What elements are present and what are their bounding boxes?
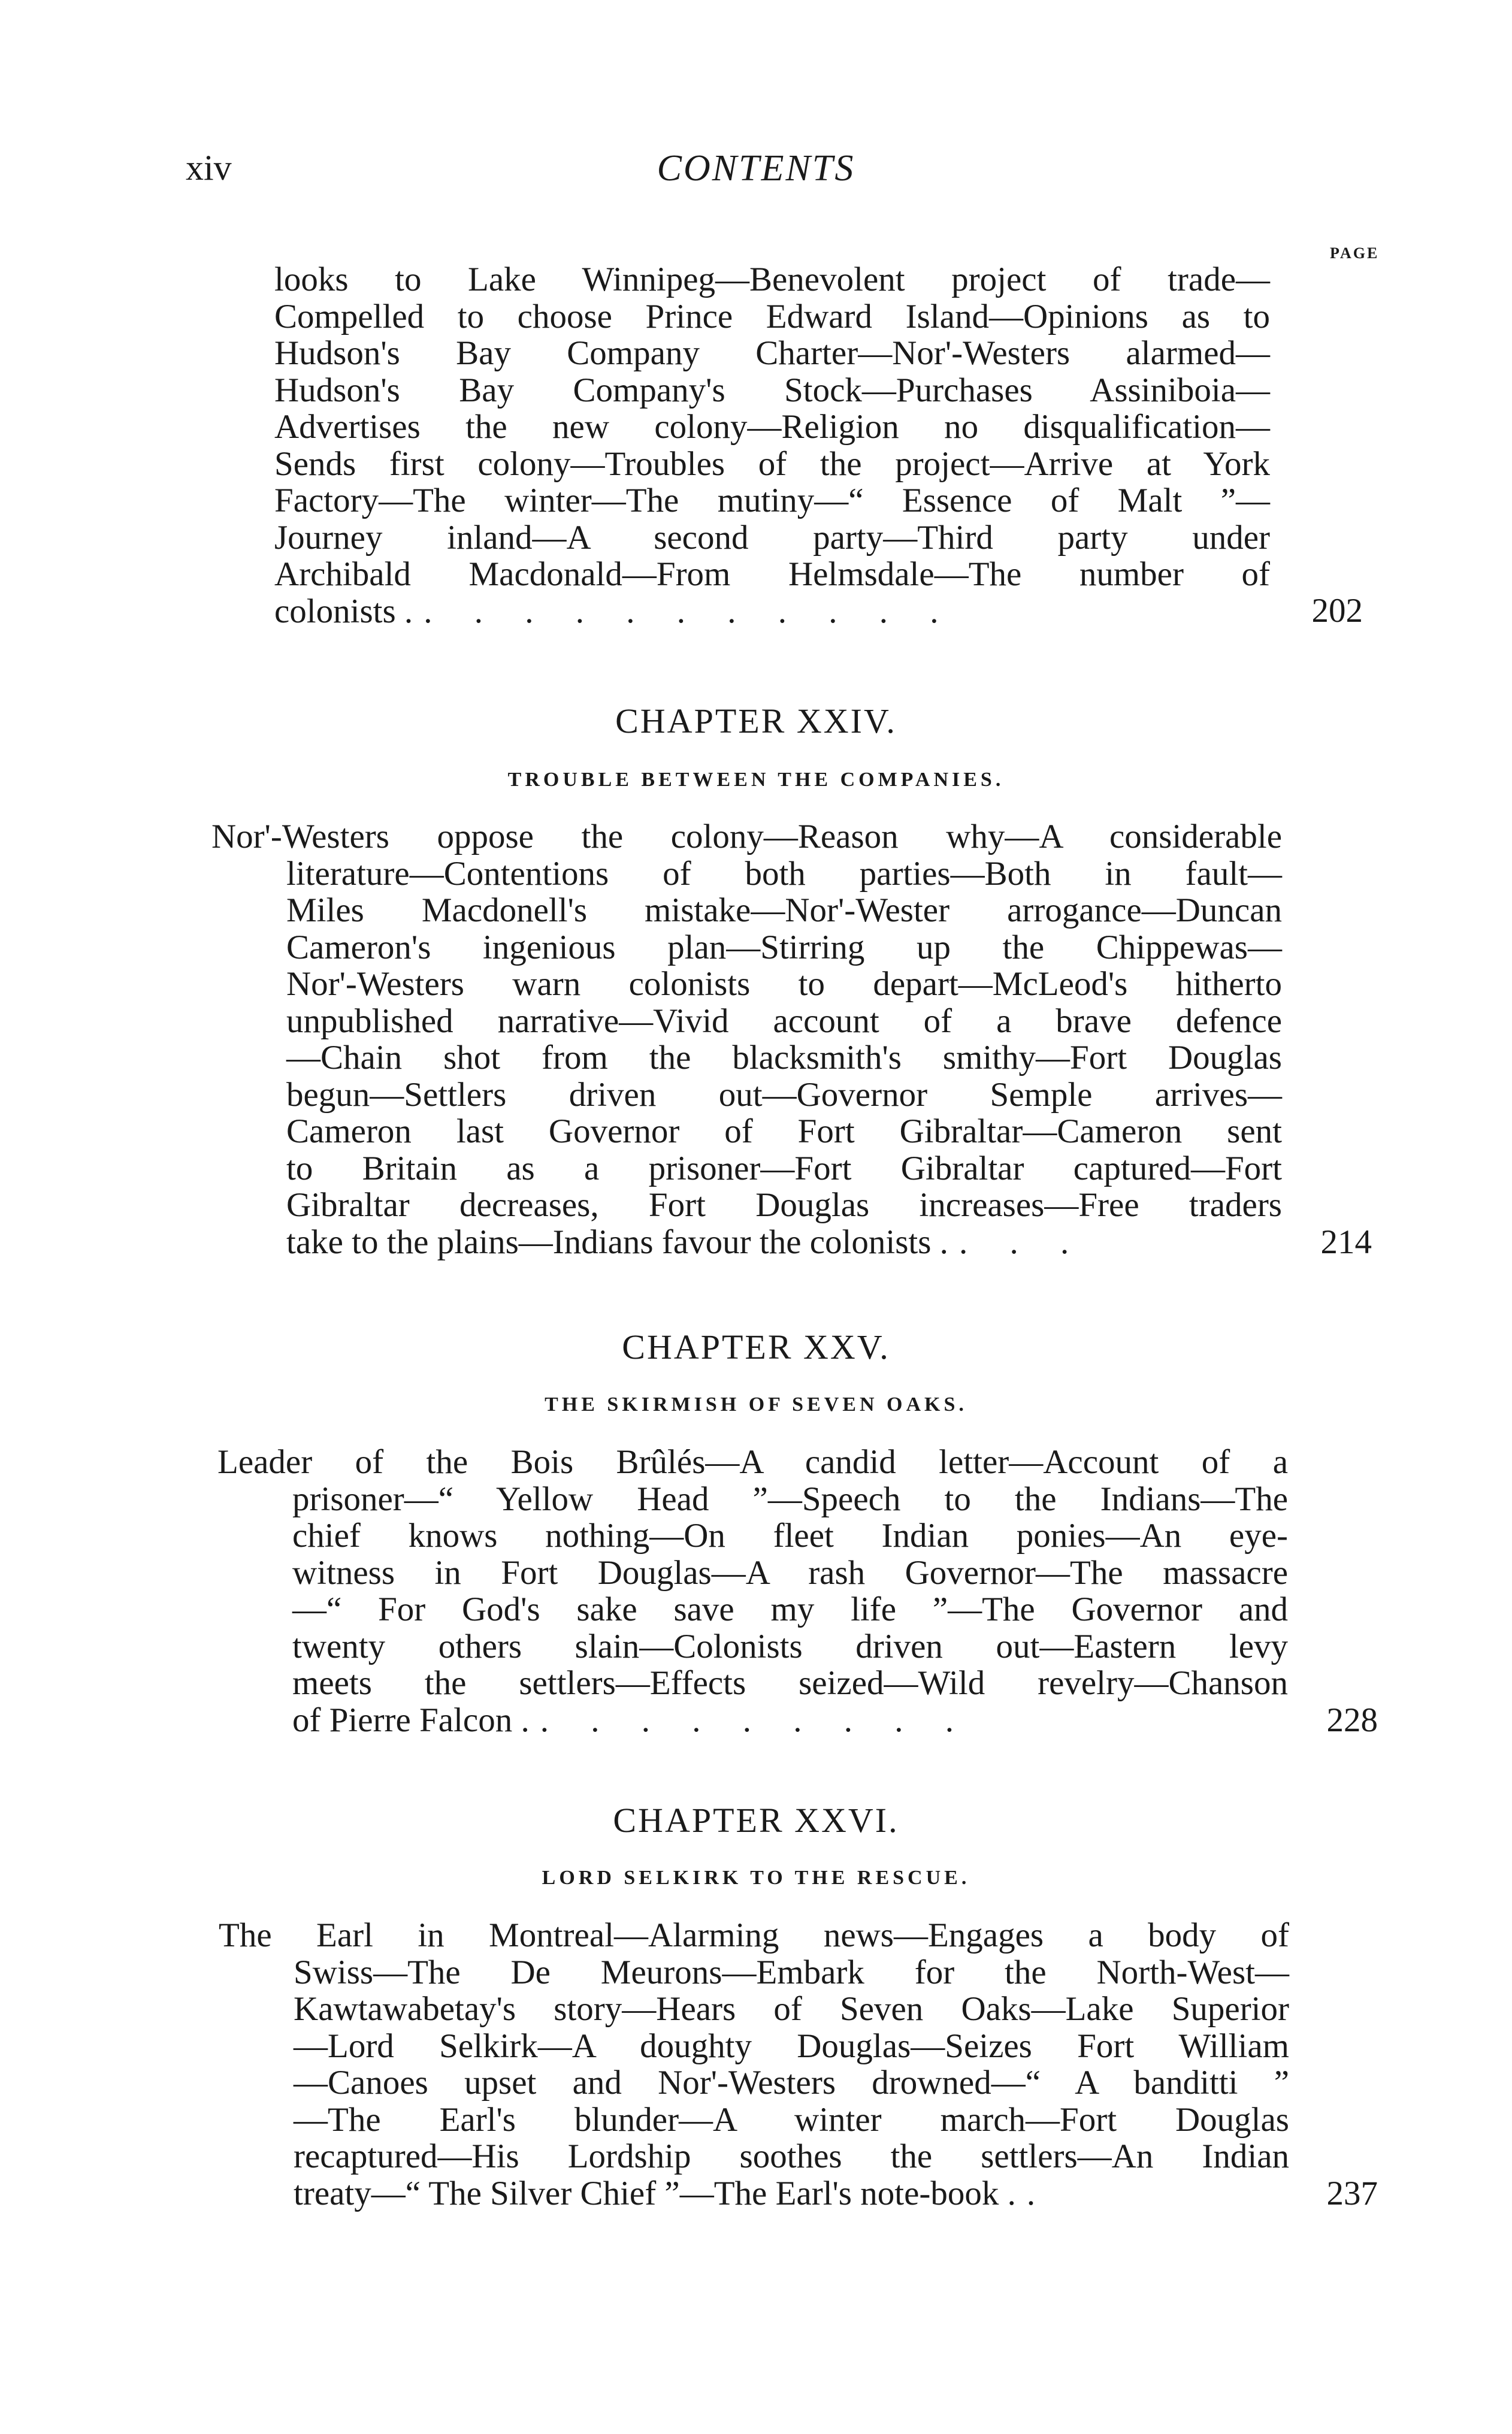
- entry-line-text: take to the plains—Indians favour the colonists .: [286, 1223, 948, 1261]
- chapter-title: CHAPTER XXIV.: [615, 702, 897, 740]
- contents-entry-continuation: [274, 261, 1270, 630]
- chapter-subtitle: LORD SELKIRK TO THE RESCUE.: [542, 1867, 970, 1889]
- contents-entry-chapter-25: [217, 1443, 1288, 1739]
- entry-line: Miles Macdonell's mistake—Nor'-Wester arrogance—Duncan: [286, 891, 1282, 929]
- entry-line: Nor'-Westers warn colonists to depart—McLeod's hitherto: [286, 965, 1282, 1003]
- entry-line: Sends first colony—Troubles of the project—Arrive at York: [274, 445, 1270, 483]
- contents-entry-chapter-26: [219, 1916, 1289, 2212]
- entry-line: Gibraltar decreases, Fort Douglas increases—Free traders: [286, 1186, 1282, 1224]
- dot-leader: . . . . . . . . .: [540, 1701, 970, 1739]
- entry-line: Hudson's Bay Company Charter—Nor'-Westers alarmed—: [274, 334, 1270, 372]
- entry-line: to Britain as a prisoner—Fort Gibraltar captured—Fort: [286, 1149, 1282, 1187]
- page-column-label: PAGE: [1330, 244, 1380, 262]
- entry-line: Compelled to choose Prince Edward Island—Opinions as to: [274, 297, 1270, 335]
- page-reference: 237: [1326, 2175, 1378, 2212]
- dot-leader: . . .: [958, 1223, 1086, 1261]
- entry-line: —Chain shot from the blacksmith's smithy—Fort Douglas: [286, 1039, 1282, 1077]
- page-reference: 214: [1320, 1223, 1372, 1261]
- entry-line-text: treaty—“ The Silver Chief ”—The Earl's note-book .: [294, 2174, 1016, 2212]
- entry-line: literature—Contentions of both parties—Both in fault—: [286, 854, 1282, 893]
- chapter-title: CHAPTER XXV.: [622, 1328, 890, 1366]
- chapter-subtitle: TROUBLE BETWEEN THE COMPANIES.: [507, 769, 1005, 791]
- entry-line: Nor'-Westers oppose the colony—Reason why—A considerable: [211, 818, 1282, 855]
- entry-line: Hudson's Bay Company's Stock—Purchases Assiniboia—: [274, 371, 1270, 409]
- entry-line-text: of Pierre Falcon .: [292, 1701, 530, 1739]
- entry-line: Cameron's ingenious plan—Stirring up the Chippewas—: [286, 928, 1282, 966]
- dot-leader: .: [1026, 2174, 1053, 2212]
- entry-line: Advertises the new colony—Religion no disqualification—: [274, 408, 1270, 446]
- entry-line-last: [274, 593, 1270, 630]
- entry-line: meets the settlers—Effects seized—Wild revelry—Chanson: [292, 1664, 1288, 1702]
- entry-line: twenty others slain—Colonists driven out—Eastern levy: [292, 1627, 1288, 1665]
- entry-line: Kawtawabetay's story—Hears of Seven Oaks—Lake Superior: [294, 1990, 1289, 2028]
- running-head: CONTENTS: [657, 148, 855, 189]
- contents-entry-chapter-24: [211, 818, 1282, 1261]
- page-reference: 228: [1326, 1701, 1378, 1739]
- entry-line: unpublished narrative—Vivid account of a brave defence: [286, 1002, 1282, 1040]
- dot-leader: . . . . . . . . . . .: [424, 592, 955, 630]
- entry-line: recaptured—His Lordship soothes the settlers—An Indian: [294, 2137, 1289, 2175]
- entry-line: looks to Lake Winnipeg—Benevolent project of trade—: [274, 261, 1270, 298]
- entry-line: Leader of the Bois Brûlés—A candid letter—Account of a: [217, 1443, 1288, 1481]
- entry-line: Swiss—The De Meurons—Embark for the North-West—: [294, 1953, 1289, 1991]
- entry-line-text: colonists .: [274, 592, 413, 630]
- entry-line: Journey inland—A second party—Third party under: [274, 518, 1270, 557]
- entry-line: witness in Fort Douglas—A rash Governor—The massacre: [292, 1553, 1288, 1592]
- entry-line: —“ For God's sake save my life ”—The Governor and: [292, 1591, 1288, 1628]
- chapter-title: CHAPTER XXVI.: [613, 1801, 899, 1840]
- entry-line-last: [286, 1224, 1282, 1261]
- page-number: xiv: [186, 148, 232, 188]
- entry-line: —Canoes upset and Nor'-Westers drowned—“ A banditti ”: [294, 2064, 1289, 2102]
- entry-line: prisoner—“ Yellow Head ”—Speech to the Indians—The: [292, 1480, 1288, 1518]
- entry-line: chief knows nothing—On fleet Indian ponies—An eye-: [292, 1517, 1288, 1555]
- entry-line: The Earl in Montreal—Alarming news—Engages a body of: [219, 1916, 1289, 1954]
- entry-line: Cameron last Governor of Fort Gibraltar—Cameron sent: [286, 1112, 1282, 1150]
- entry-line: Archibald Macdonald—From Helmsdale—The number of: [274, 555, 1270, 593]
- entry-line-last: [294, 2175, 1289, 2212]
- chapter-subtitle: THE SKIRMISH OF SEVEN OAKS.: [545, 1393, 967, 1416]
- entry-line: Factory—The winter—The mutiny—“ Essence of Malt ”—: [274, 482, 1270, 519]
- entry-line: begun—Settlers driven out—Governor Semple arrives—: [286, 1075, 1282, 1114]
- entry-line-last: [292, 1702, 1288, 1739]
- entry-line: —The Earl's blunder—A winter march—Fort Douglas: [294, 2100, 1289, 2139]
- page-reference: 202: [1311, 592, 1363, 630]
- entry-line: —Lord Selkirk—A doughty Douglas—Seizes Fort William: [294, 2027, 1289, 2065]
